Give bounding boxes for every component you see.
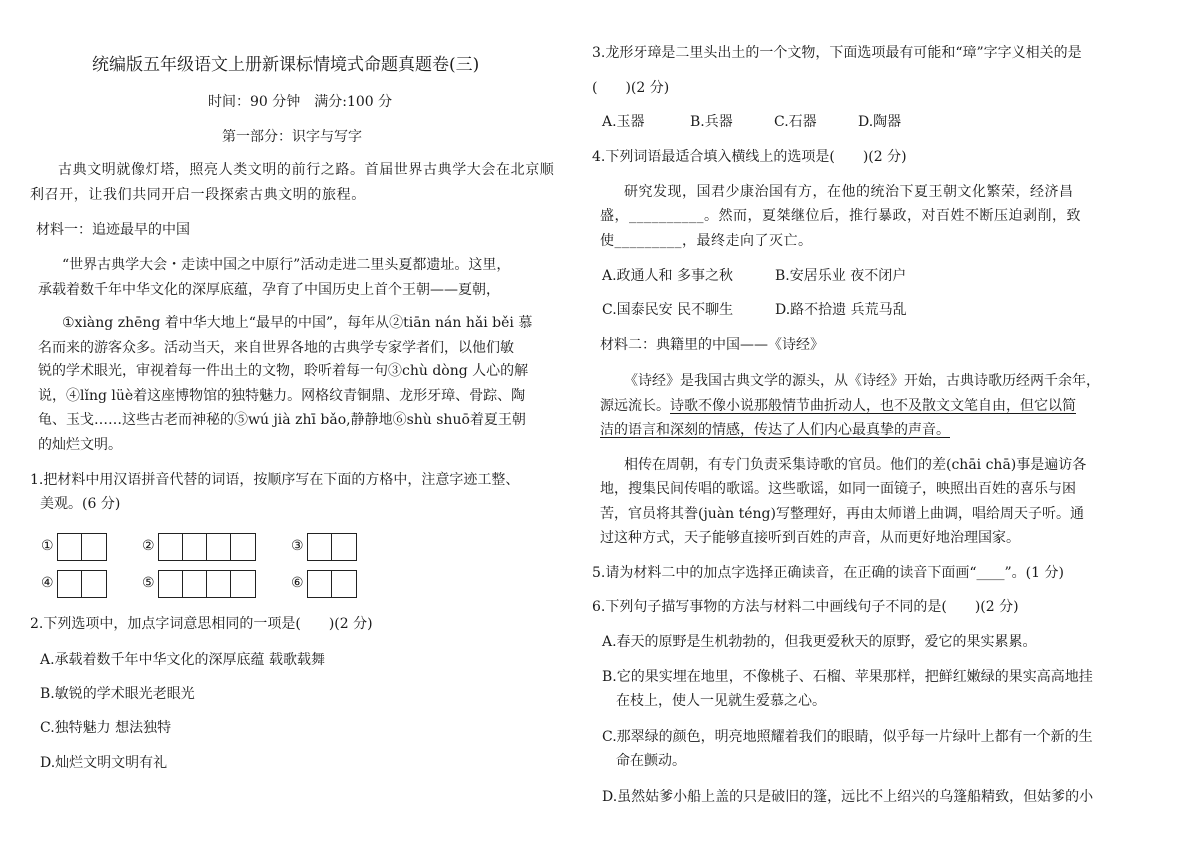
answer-grid-5[interactable]: [158, 570, 256, 598]
option[interactable]: C.独特魅力 想法独特: [40, 720, 172, 736]
answer-grid-3[interactable]: [307, 533, 357, 561]
option-continuation: 命在颤动。: [616, 753, 686, 769]
question-1-score: 美观。(6 分): [40, 496, 121, 512]
paragraph-line: 的灿烂文明。: [38, 437, 122, 453]
grid-label: ④: [41, 575, 54, 591]
answer-grid-6[interactable]: [307, 570, 357, 598]
option[interactable]: B.它的果实埋在地里，不像桃子、石榴、苹果那样，把鲜红嫩绿的果实高高地挂: [602, 669, 1093, 685]
question-3: 3.龙形牙璋是二里头出土的一个文物，下面选项最有可能和“璋”字字义相关的是: [592, 45, 1082, 61]
paragraph-line: 龟、玉戈……这些古老而神秘的⑤wú jià zhī bǎo,静静地⑥shù shuō着夏王朝: [38, 412, 526, 428]
paragraph-line: 盛，__________。然而，夏桀继位后，推行暴政，对百姓不断压迫剥削，致: [600, 208, 1081, 224]
underlined-sentence: 诗歌不像小说那般情节曲折动人，也不及散文文笔自由，但它以简: [670, 398, 1076, 414]
paragraph-line: 苦，官员将其誊(juàn téng)写整理好，再由太师谱上曲调，唱给周天子听。通: [600, 506, 1084, 522]
paragraph-line: 说，④lǐng lüè着这座博物馆的独特魅力。网格纹青铜鼎、龙形牙璋、骨踪、陶: [38, 388, 526, 404]
answer-grid-1[interactable]: [57, 533, 107, 561]
option[interactable]: D.路不拾遗 兵荒马乱: [775, 302, 907, 318]
plain-text: 源远流长。: [600, 398, 670, 414]
option[interactable]: D.灿烂文明文明有礼: [40, 755, 168, 771]
section-heading: 第一部分：识字与写字: [222, 129, 362, 145]
paragraph-line: [600, 396, 1076, 416]
underlined-sentence: 洁的语言和深刻的情感，传达了人们内心最真挚的声音。: [600, 422, 950, 438]
exam-meta: 时间：90 分钟 满分:100 分: [208, 94, 393, 110]
option[interactable]: D.陶器: [858, 114, 902, 130]
paragraph-line: “世界古典学大会・走读中国之中原行”活动走进二里头夏都遗址。这里，: [62, 257, 511, 273]
material-heading: 材料二：典籍里的中国——《诗经》: [600, 337, 824, 353]
paragraph-line: 过这种方式，天子能够直接听到百姓的声音，从而更好地治理国家。: [600, 530, 1020, 546]
grid-label: ③: [291, 538, 304, 554]
answer-grid-4[interactable]: [57, 570, 107, 598]
option[interactable]: B.敏锐的学术眼光老眼光: [40, 686, 195, 702]
material-heading: 材料一：追迹最早的中国: [36, 222, 190, 238]
paragraph-line: 地，搜集民间传唱的歌谣。这些歌谣，如同一面镜子，映照出百姓的喜乐与困: [600, 481, 1076, 497]
paragraph-line: 使_________，最终走向了灭亡。: [600, 233, 813, 249]
paragraph-line: 名而来的游客众多。活动当天，来自世界各地的古典学专家学者们，以他们敏: [38, 340, 514, 356]
paragraph-line: ①xiàng zhēng 着中华大地上“最早的中国”，每年从②tiān nán hǎi běi 慕: [62, 315, 533, 331]
page-title: 统编版五年级语文上册新课标情境式命题真题卷(三): [92, 55, 480, 75]
grid-label: ⑤: [142, 575, 155, 591]
paragraph-line: 研究发现，国君少康治国有方，在他的统治下夏王朝文化繁荣，经济昌: [624, 184, 1074, 200]
paragraph-line: 锐的学术眼光，审视着每一件出土的文物，聆听着每一句③chù dòng 人心的解: [38, 363, 529, 379]
option[interactable]: A.春天的原野是生机勃勃的，但我更爱秋天的原野，爱它的果实累累。: [602, 634, 1037, 650]
intro-line: 古典文明就像灯塔，照亮人类文明的前行之路。首届世界古典学大会在北京顺: [58, 162, 555, 178]
option[interactable]: A.玉器: [602, 114, 645, 130]
option[interactable]: D.虽然姑爹小船上盖的只是破旧的篷，远比不上绍兴的乌篷船精致，但姑爹的小: [602, 789, 1094, 805]
paragraph-line: 《诗经》是我国古典文学的源头，从《诗经》开始，古典诗歌历经两千余年，: [624, 373, 1100, 389]
option-continuation: 在枝上，使人一见就生爱慕之心。: [616, 693, 826, 709]
option[interactable]: A.承载着数千年中华文化的深厚底蕴 载歌载舞: [40, 652, 326, 668]
option[interactable]: C.那翠绿的颜色，明亮地照耀着我们的眼睛，似乎每一片绿叶上都有一个新的生: [602, 729, 1093, 745]
question-4: 4.下列词语最适合填入横线上的选项是( )(2 分): [592, 149, 907, 165]
grid-label: ②: [142, 538, 155, 554]
option[interactable]: A.政通人和 多事之秋: [602, 268, 734, 284]
option[interactable]: C.国泰民安 民不聊生: [602, 302, 734, 318]
question-6: 6.下列句子描写事物的方法与材料二中画线句子不同的是( )(2 分): [592, 599, 1019, 615]
option[interactable]: B.兵器: [690, 114, 733, 130]
intro-line: 利召开，让我们共同开启一段探索古典文明的旅程。: [30, 187, 366, 203]
answer-grid-2[interactable]: [158, 533, 256, 561]
option[interactable]: B.安居乐业 夜不闭户: [775, 268, 907, 284]
question-5: 5.请为材料二中的加点字选择正确读音，在正确的读音下面画“____”。(1 分): [592, 565, 1064, 581]
option[interactable]: C.石器: [774, 114, 817, 130]
question-1: 1.把材料中用汉语拼音代替的词语，按顺序写在下面的方格中，注意字迹工整、: [30, 472, 520, 488]
grid-label: ⑥: [291, 575, 304, 591]
question-2: 2.下列选项中，加点字词意思相同的一项是( )(2 分): [30, 616, 373, 632]
question-3-score: ( )(2 分): [592, 80, 670, 96]
grid-label: ①: [41, 538, 54, 554]
paragraph-line: 相传在周朝，有专门负责采集诗歌的官员。他们的差(chāi chā)事是遍访各: [624, 457, 1087, 473]
paragraph-line: 承载着数千年中华文化的深厚底蕴，孕育了中国历史上首个王朝——夏朝，: [38, 282, 500, 298]
